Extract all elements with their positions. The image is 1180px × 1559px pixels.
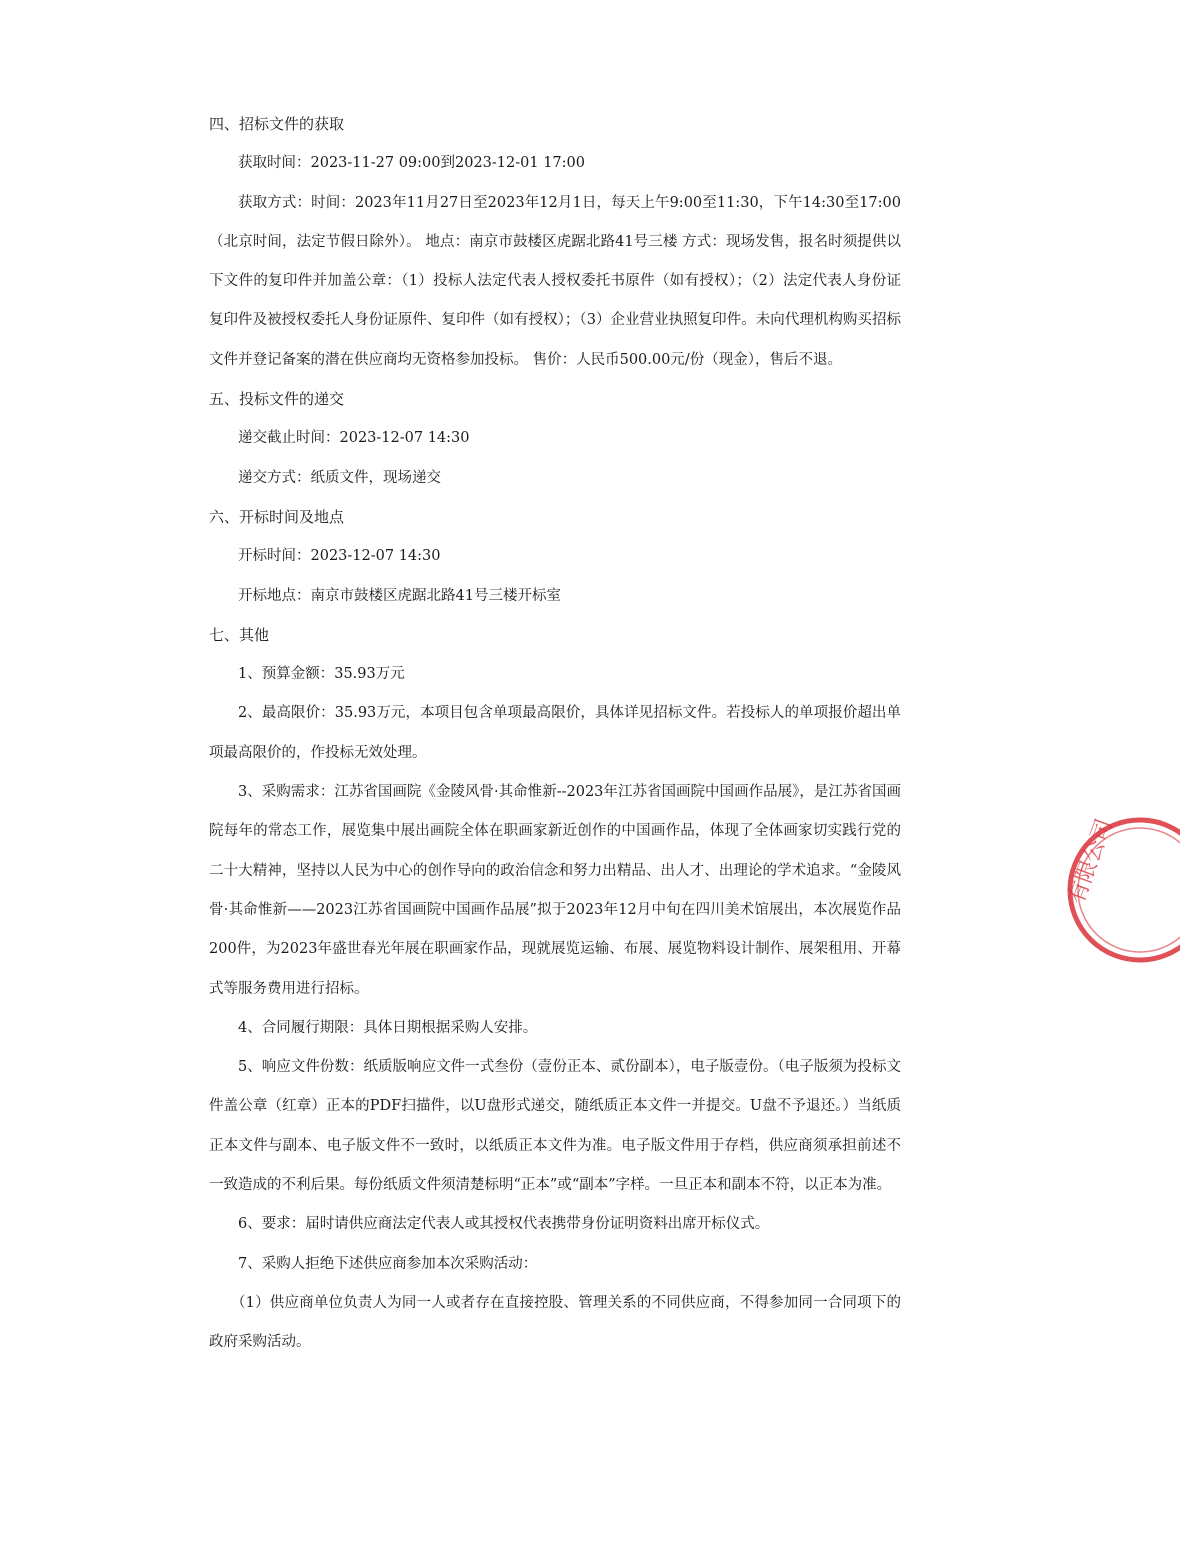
other-item-4: 4、合同履行期限：具体日期根据采购人安排。: [238, 1019, 538, 1036]
other-item-3: 3、采购需求：江苏省国画院《金陵风骨·其命惟新--2023年江苏省国画院中国画作品展》，是江苏省国画院每年的常态工作，展览集中展出画院全体在职画家新近创作的中国画作品，体现了全体画家切实践行党的二十大精神，坚持以人民为中心的创作导向的政治信念和努力出精品、出人才、出理论的学术追求。“金陵风骨·其命惟新——2023江苏省国画院中国画作品展”拟于2023年12月中旬在四川美术馆展出，本次展览作品200件，为2023年盛世春光年展在职画家作品，现就展览运输、布展、展览物料设计制作、展架租用、开幕式等服务费用进行招标。: [209, 784, 901, 997]
other-item-7-sub-1: （1）供应商单位负责人为同一人或者存在直接控股、管理关系的不同供应商，不得参加同一合同项下的政府采购活动。: [209, 1294, 901, 1351]
other-item-1: 1、预算金额：35.93万元: [238, 666, 405, 683]
submit-method: 递交方式：纸质文件，现场递交: [238, 469, 441, 486]
opening-place: 开标地点：南京市鼓楼区虎踞北路41号三楼开标室: [238, 587, 561, 604]
section-6-title: 六、开标时间及地点: [209, 507, 345, 526]
section-5-title: 五、投标文件的递交: [209, 390, 345, 409]
other-item-5: 5、响应文件份数：纸质版响应文件一式叁份（壹份正本、贰份副本），电子版壹份。（电子版须为投标文件盖公章（红章）正本的PDF扫描件，以U盘形式递交，随纸质正本文件一并提交。U盘不予退还。）当纸质正本文件与副本、电子版文件不一致时，以纸质正本文件为准。电子版文件用于存档，供应商须承担前述不一致造成的不利后果。每份纸质文件须清楚标明“正本”或“副本”字样。一旦正本和副本不符，以正本为准。: [209, 1059, 901, 1194]
submit-deadline: 递交截止时间：2023-12-07 14:30: [238, 430, 470, 447]
section-7-title: 七、其他: [209, 625, 270, 644]
other-item-7: 7、采购人拒绝下述供应商参加本次采购活动：: [238, 1255, 538, 1272]
other-item-6: 6、要求：届时请供应商法定代表人或其授权代表携带身份证明资料出席开标仪式。: [238, 1216, 770, 1233]
document-body: [209, 105, 901, 1363]
seal-text: 有限公司: [1064, 815, 1118, 908]
section-4-title: 四、招标文件的获取: [209, 115, 345, 133]
acquire-time: 获取时间：2023-11-27 09:00到2023-12-01 17:00: [238, 155, 585, 172]
acquire-method: 获取方式：时间：2023年11月27日至2023年12月1日，每天上午9:00至11:30，下午14:30至17:00（北京时间，法定节假日除外）。 地点：南京市鼓楼区虎踞北路41号三楼 方式：现场发售，报名时须提供以下文件的复印件并加盖公章：（1）投标人法定代表人授权委托书原件（如有授权）；（2）法定代表人身份证复印件及被授权委托人身份证原件、复印件（如有授权）；（3）企业营业执照复印件。未向代理机构购买招标文件并登记备案的潜在供应商均无资格参加投标。 售价：人民币500.00元/份（现金），售后不退。: [209, 194, 901, 368]
opening-time: 开标时间：2023-12-07 14:30: [238, 548, 441, 565]
other-item-2: 2、最高限价：35.93万元，本项目包含单项最高限价，具体详见招标文件。若投标人的单项报价超出单项最高限价的，作投标无效处理。: [209, 705, 901, 761]
red-seal-stamp: [1060, 810, 1180, 970]
